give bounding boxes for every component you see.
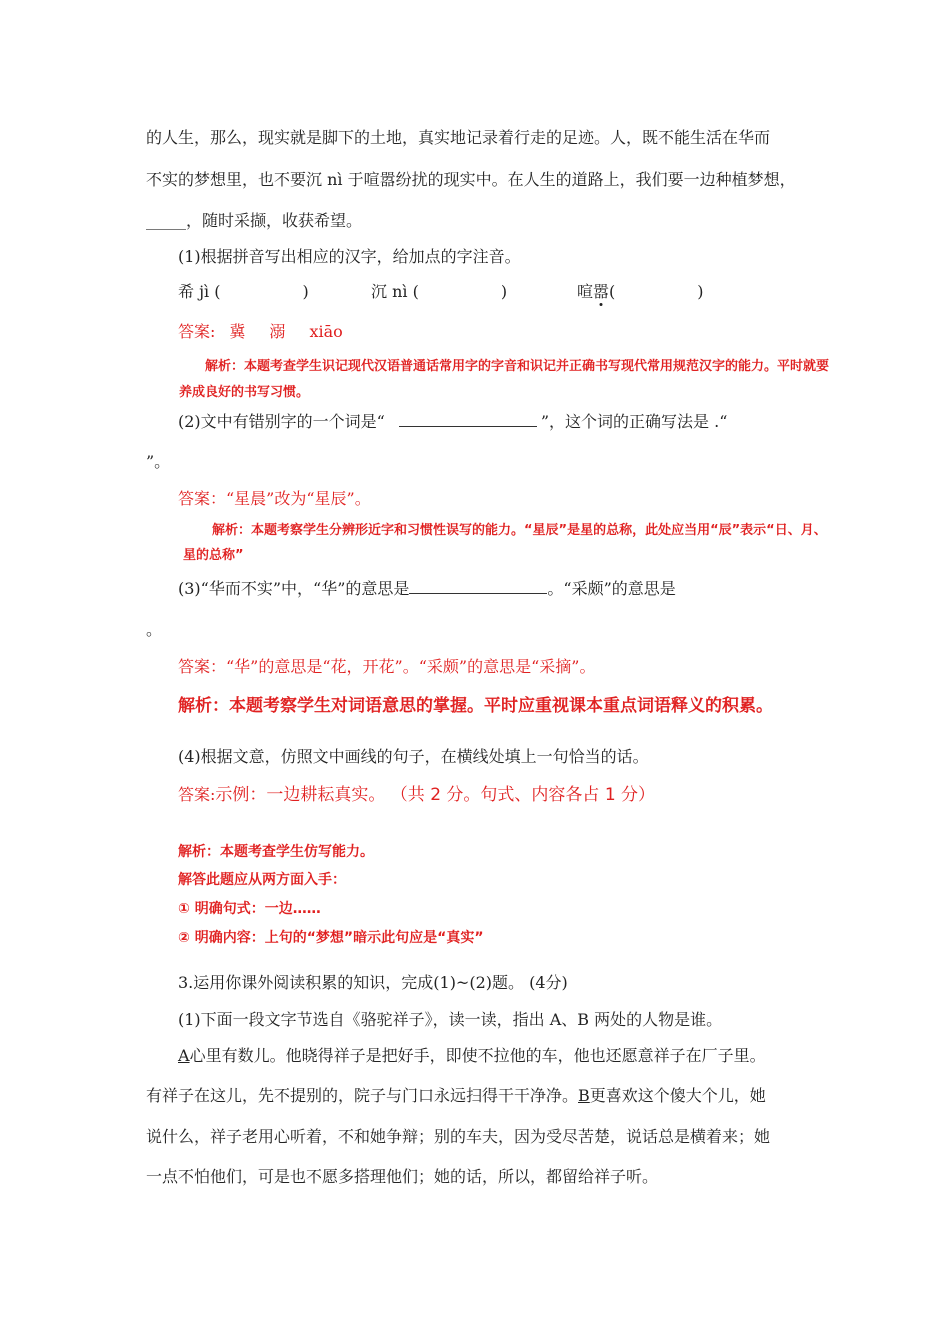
pinyin-item-2: 沉 nì ( xyxy=(371,282,419,301)
bracket-close: ) xyxy=(697,282,704,301)
question-1-item xyxy=(371,282,507,302)
answer-value: 冀 xyxy=(229,322,246,341)
passage-line xyxy=(178,1046,766,1066)
analysis-line: 星的总称” xyxy=(183,548,244,563)
analysis-line: 解析：本题考察学生对词语意思的掌握。平时应重视课本重点词语释义的积累。 xyxy=(178,696,773,716)
subquestion-prompt: (1)下面一段文字节选自《骆驼祥子》，读一读，指出 A、B 两处的人物是谁。 xyxy=(178,1010,723,1029)
analysis-line: 解析：本题考查学生识记现代汉语普通话常用字的字音和识记并正确书写现代常用规范汉字的能力。平时就要 xyxy=(205,359,830,374)
analysis-line: 解析：本题考查学生仿写能力。 xyxy=(178,844,374,860)
answer-value: xiāo xyxy=(309,322,343,341)
paragraph-line xyxy=(146,211,362,231)
analysis-line: 解析：本题考察学生分辨形近字和习惯性误写的能力。“星辰”是星的总称，此处应当用“辰”表示“日、月、 xyxy=(212,523,827,538)
question-1-item xyxy=(577,282,704,302)
analysis-line: 养成良好的书写习惯。 xyxy=(179,385,310,400)
marker-a: A xyxy=(178,1046,190,1065)
pinyin-item-1: 希 jì ( xyxy=(178,282,221,301)
paragraph-line: 的人生，那么，现实就是脚下的土地，真实地记录着行走的足迹。人，既不能生活在华而 xyxy=(146,128,771,147)
paragraph-line: 不实的梦想里，也不要沉 nì 于喧嚣纷扰的现实中。在人生的道路上，我们要一边种植梦想， xyxy=(146,170,796,189)
answer-blank xyxy=(399,412,537,427)
question-1-item xyxy=(178,282,309,302)
question-1-prompt: (1)根据拼音写出相应的汉字，给加点的字注音。 xyxy=(178,247,521,266)
answer-line: 答案：“华”的意思是“花，开花”。“采颇”的意思是“采摘”。 xyxy=(178,657,596,676)
passage-line: 说什么，祥子老用心听着，不和她争辩；别的车夫，因为受尽苦楚，说话总是横着来；她 xyxy=(146,1127,771,1146)
dotted-char: 嚣 xyxy=(593,282,610,301)
passage-line: 一点不怕他们，可是也不愿多搭理他们；她的话，所以，都留给祥子听。 xyxy=(146,1167,659,1186)
bracket-open: ( xyxy=(609,282,616,301)
passage-text: 更喜欢这个傻大个儿，她 xyxy=(589,1086,766,1105)
analysis-line: ① 明确句式：一边…… xyxy=(178,901,321,917)
marker-b: B xyxy=(578,1086,590,1105)
answer-value: 示例：一边耕耘真实。 （共 2 分。句式、内容各占 1 分） xyxy=(215,785,656,805)
analysis-line: 解答此题应从两方面入手： xyxy=(178,872,346,888)
passage-line xyxy=(146,1086,766,1106)
question-3-prompt xyxy=(178,579,676,599)
section-title: 3.运用你课外阅读积累的知识，完成(1)~(2)题。 (4分) xyxy=(178,973,568,992)
question-2-prompt-end: ”。 xyxy=(146,452,171,471)
answer-line xyxy=(178,322,343,342)
question-3-prompt-end: 。 xyxy=(146,620,163,639)
bracket-close: ) xyxy=(302,282,309,301)
bracket-close: ) xyxy=(500,282,508,301)
passage-text: 有祥子在这儿，先不提别的，院子与门口永远扫得干干净净。 xyxy=(146,1086,579,1105)
answer-value: 溺 xyxy=(269,322,286,341)
char: 喧 xyxy=(577,282,594,301)
paragraph-text: ，随时采撷，收获希望。 xyxy=(186,211,363,230)
analysis-line: ② 明确内容：上句的“梦想”暗示此句应是“真实” xyxy=(178,930,484,946)
question-4-prompt: (4)根据文意，仿照文中画线的句子，在横线处填上一句恰当的话。 xyxy=(178,747,649,766)
answer-label: 答案: xyxy=(178,322,216,341)
prompt-text: (2)文中有错别字的一个词是“ xyxy=(178,412,385,431)
answer-line: 答案：“星晨”改为“星辰”。 xyxy=(178,489,371,508)
prompt-text: 。“采颇”的意思是 xyxy=(547,579,676,598)
prompt-text: (3)“华而不实”中，“华”的意思是 xyxy=(178,579,410,598)
prompt-text: ”，这个词的正确写法是 .“ xyxy=(540,412,728,431)
answer-blank xyxy=(409,579,547,594)
passage-text: 心里有数儿。他晓得祥子是把好手，即使不拉他的车，他也还愿意祥子在厂子里。 xyxy=(189,1046,766,1065)
fill-blank: _____ xyxy=(146,211,186,230)
answer-label: 答案: xyxy=(178,785,216,804)
question-2-prompt xyxy=(178,412,727,432)
answer-line xyxy=(178,785,655,805)
